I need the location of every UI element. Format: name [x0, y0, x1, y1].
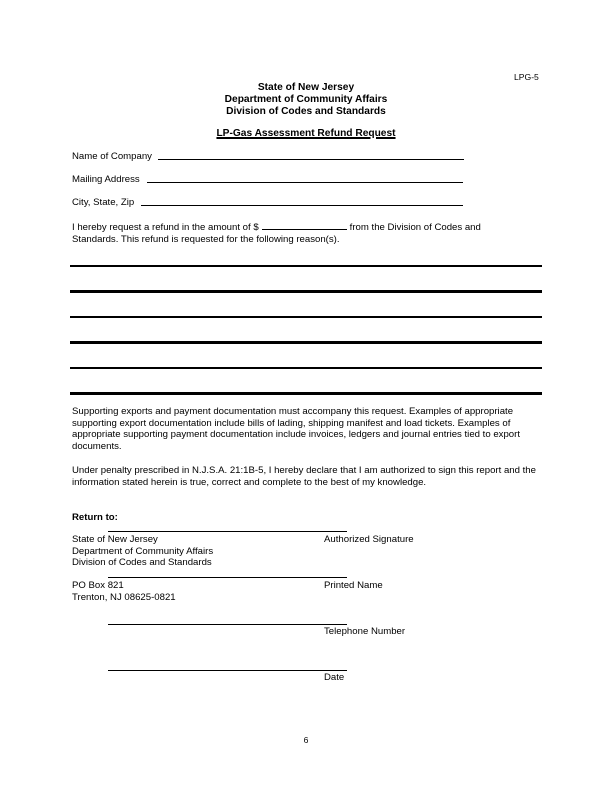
mailing-address-field[interactable] — [147, 182, 463, 183]
refund-text-before: I hereby request a refund in the amount of $ — [72, 222, 259, 233]
mailing-address-label: Mailing Address — [72, 174, 140, 185]
return-address-department: Department of Community Affairs — [72, 546, 214, 557]
authorized-signature-label: Authorized Signature — [324, 534, 414, 545]
company-name-label: Name of Company — [72, 151, 152, 162]
return-address-division: Division of Codes and Standards — [72, 557, 212, 568]
return-to-heading: Return to: — [72, 512, 118, 523]
telephone-number-label: Telephone Number — [324, 626, 406, 637]
reason-line-4[interactable] — [70, 341, 542, 344]
declaration-text: Under penalty prescribed in N.J.S.A. 21:1B-5, I hereby declare that I am authorized to sign this report and the information stated herein is true, correct and complete to the best of my knowledge. — [72, 465, 536, 488]
city-state-zip-label: City, State, Zip — [72, 197, 135, 208]
printed-name-label: Printed Name — [324, 580, 383, 591]
date-line[interactable] — [108, 670, 347, 671]
return-address-po-box: PO Box 821 — [72, 580, 124, 591]
refund-amount-field[interactable] — [262, 220, 347, 230]
header-division: Division of Codes and Standards — [226, 106, 386, 117]
reason-line-3[interactable] — [70, 316, 542, 318]
header-state: State of New Jersey — [257, 82, 355, 93]
form-code: LPG-5 — [514, 72, 539, 82]
reason-line-2[interactable] — [70, 290, 542, 293]
date-label: Date — [324, 672, 345, 683]
return-address-city: Trenton, NJ 08625-0821 — [72, 592, 176, 603]
reason-line-6[interactable] — [70, 392, 542, 395]
page-number: 6 — [303, 735, 309, 745]
form-title — [0, 128, 612, 139]
authorized-signature-line[interactable] — [108, 531, 347, 532]
form-title-text: LP-Gas Assessment Refund Request — [216, 128, 396, 139]
city-state-zip-field[interactable] — [141, 205, 463, 206]
refund-text-line2: Standards. This refund is requested for the following reason(s). — [72, 233, 340, 245]
company-name-field[interactable] — [158, 159, 464, 160]
reason-line-1[interactable] — [70, 265, 542, 267]
supporting-documentation-text: Supporting exports and payment documentation must accompany this request. Examples of appropriate supporting export documentation include bills of lading, shipping manifest and load tickets. Examples of appropriate supporting payment documentation include invoices, ledgers and journal entries tied to export documents. — [72, 406, 520, 453]
reason-line-5[interactable] — [70, 367, 542, 369]
telephone-number-line[interactable] — [108, 624, 347, 625]
refund-request-text — [72, 220, 552, 245]
return-address-state: State of New Jersey — [72, 534, 158, 545]
printed-name-line[interactable] — [108, 577, 347, 578]
header-department: Department of Community Affairs — [224, 94, 388, 105]
refund-text-after: from the Division of Codes and — [349, 222, 481, 233]
